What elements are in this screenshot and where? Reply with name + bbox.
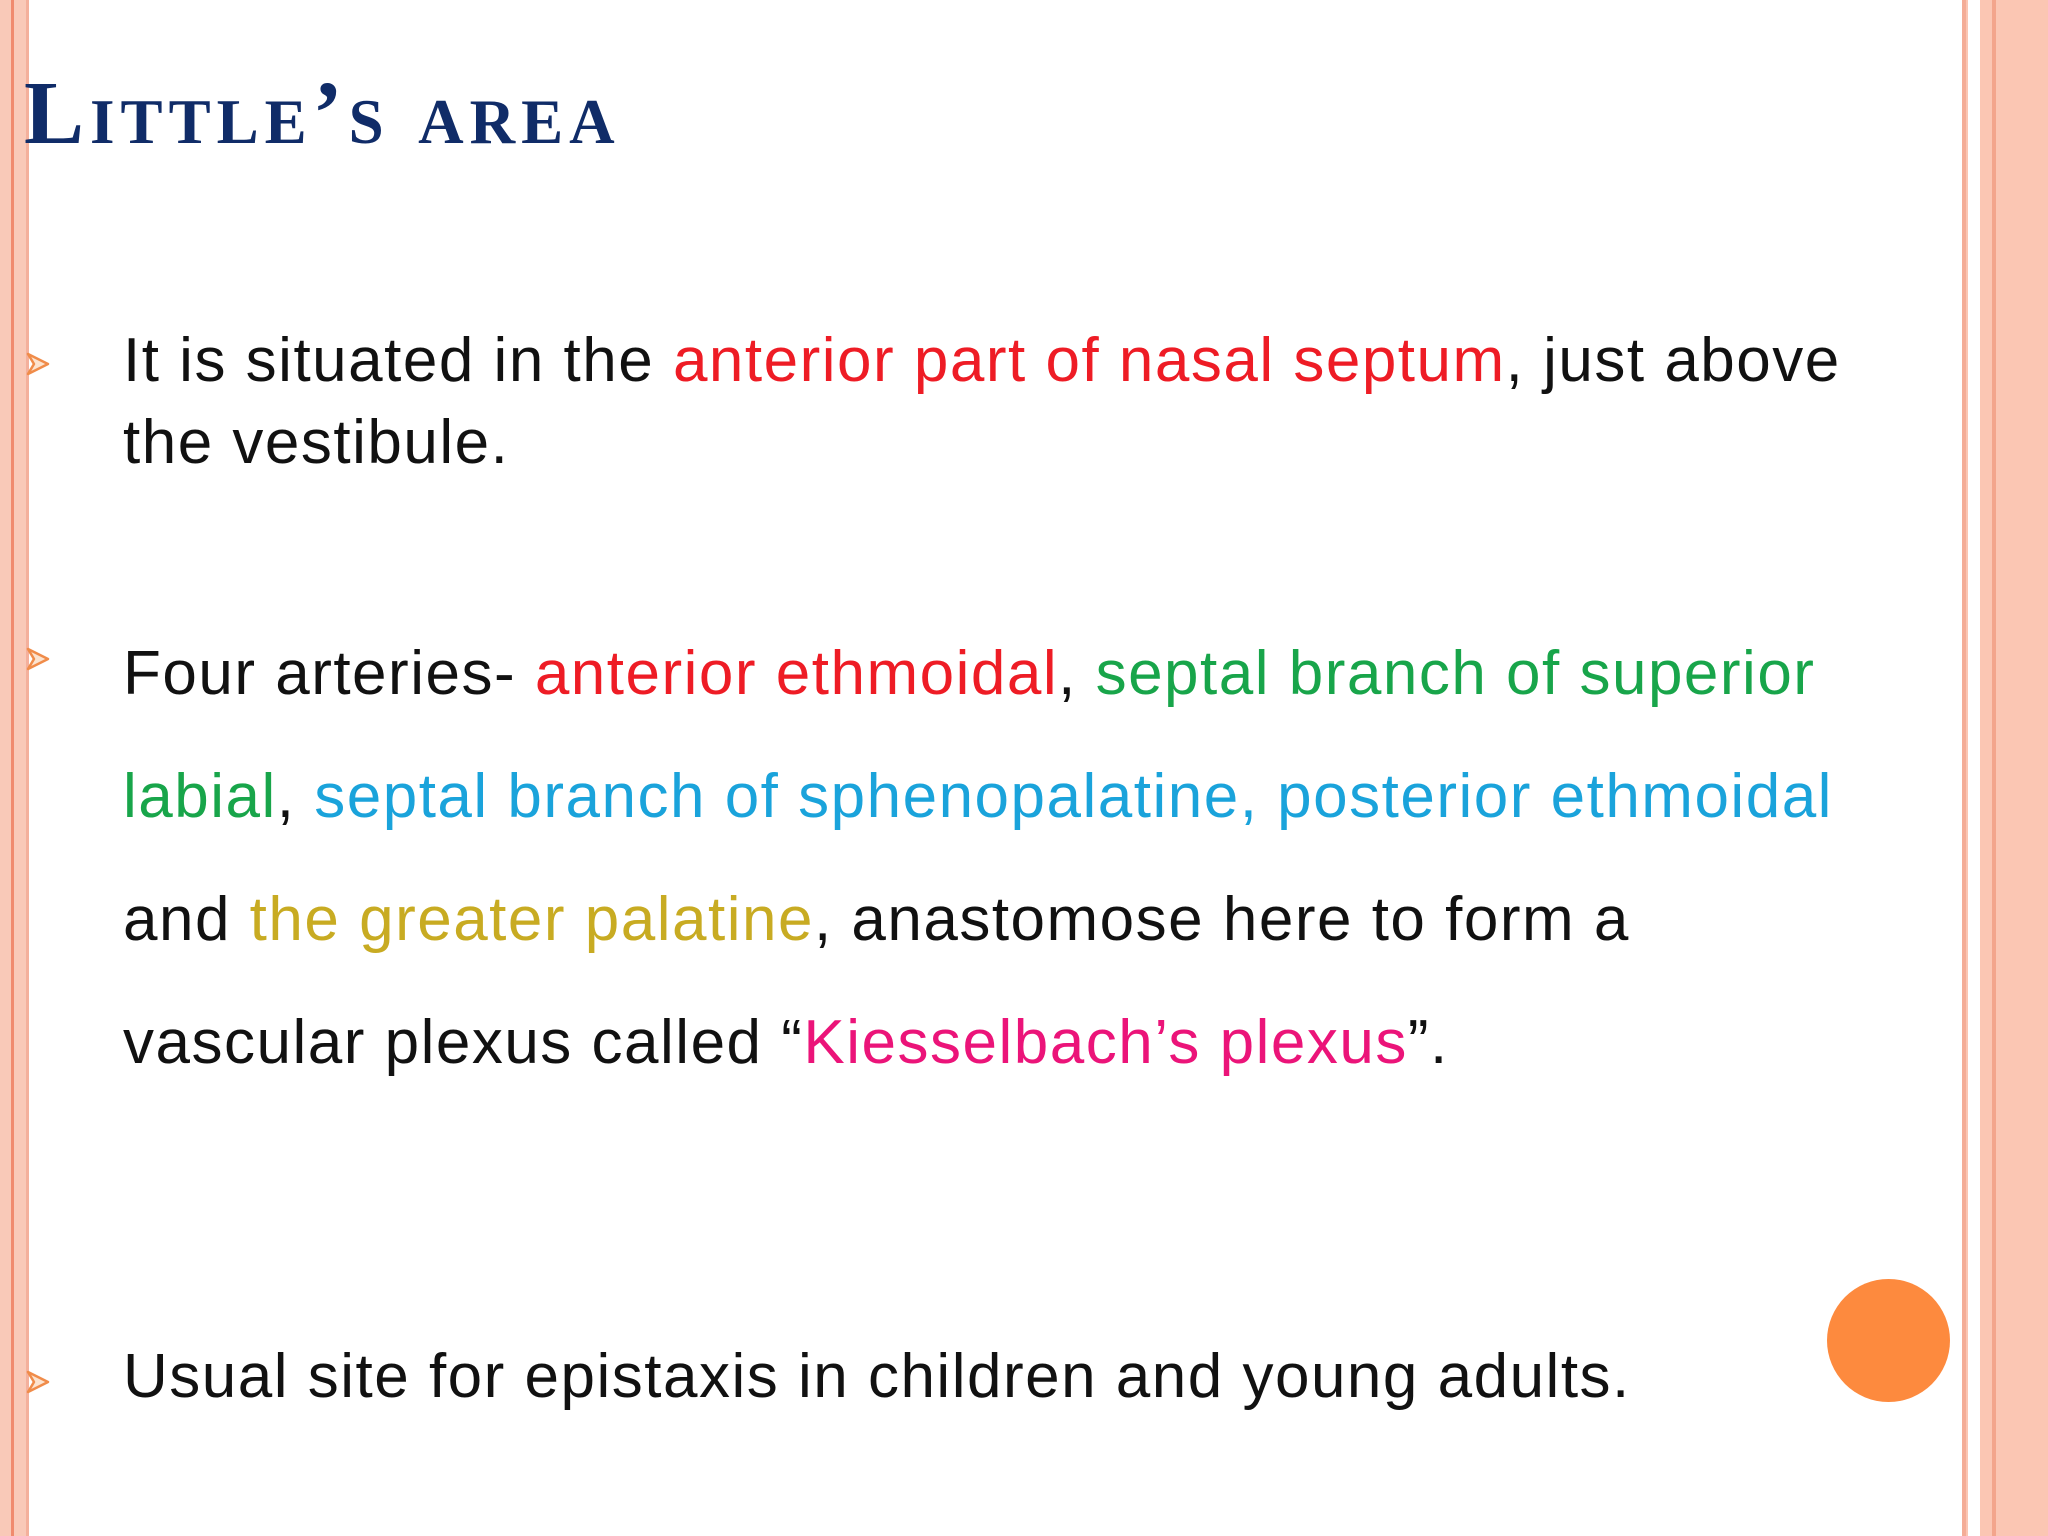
highlight-superior-labial: septal branch of superior labial: [123, 639, 1816, 831]
highlight-anterior-septum: anterior part of nasal septum: [672, 326, 1506, 395]
text-segment: , just above the vestibule.: [123, 326, 1841, 477]
bullet-text-epistaxis: [123, 1336, 1863, 1418]
text-segment: ”.: [1407, 1008, 1449, 1077]
arrow-bullet-icon: [24, 350, 52, 378]
right-border-edge: [1962, 0, 1966, 1536]
text-segment: ,: [1058, 639, 1096, 708]
text-segment: ,: [276, 762, 315, 831]
highlight-greater-palatine: the greater palatine: [249, 885, 814, 954]
highlight-sphenopalatine-posterior-ethmoidal: septal branch of sphenopalatine, posterior ethmoidal: [314, 762, 1833, 831]
decorative-orange-circle: [1827, 1279, 1950, 1402]
bullet-text-location: [123, 320, 1863, 484]
highlight-kiesselbach-plexus: Kiesselbach’s plexus: [803, 1008, 1408, 1077]
slide-title: Little’s area: [24, 64, 621, 163]
text-segment: and: [123, 885, 250, 954]
right-border-white-gap: [1968, 0, 1980, 1536]
text-segment: Four arteries-: [123, 639, 535, 708]
arrow-bullet-icon: [24, 645, 52, 673]
left-border-inner-line: [26, 0, 29, 1536]
highlight-anterior-ethmoidal: anterior ethmoidal: [534, 639, 1059, 708]
text-segment: Usual site for epistaxis in children and young adults.: [123, 1342, 1631, 1411]
text-segment: , anastomose here to form a vascular plexus called “: [123, 885, 1630, 1077]
arrow-bullet-icon: [24, 1368, 52, 1396]
bullet-text-arteries: [123, 612, 1863, 1104]
left-border-line: [11, 0, 14, 1536]
right-border-line: [1992, 0, 1996, 1536]
text-segment: It is situated in the: [123, 326, 673, 395]
